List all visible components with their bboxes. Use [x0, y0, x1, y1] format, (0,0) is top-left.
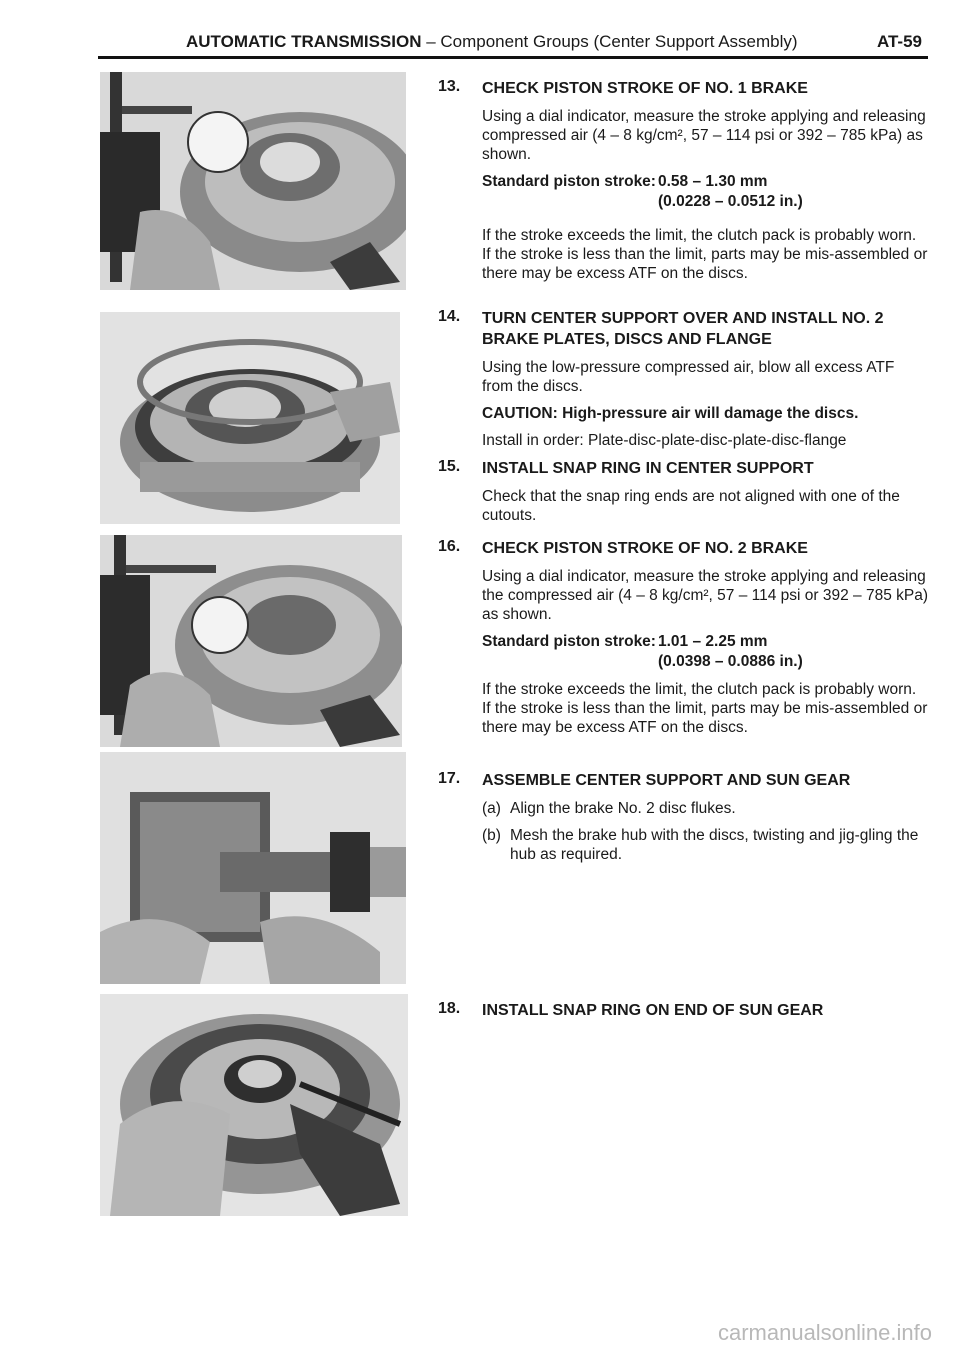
sub-step-a	[482, 799, 928, 818]
step-paragraph-2: If the stroke exceeds the limit, the clutch pack is probably worn. If the stroke is less than the limit, parts may be mis-assembled or there may be excess ATF on the discs.	[482, 227, 928, 282]
sub-step-label: (b)	[482, 827, 501, 844]
step-paragraph: Using a dial indicator, measure the stroke applying and releasing compressed air (4 – 8 kg/cm², 57 – 114 psi or 392 – 785 kPa) as shown.	[482, 108, 926, 163]
spec-label: Standard piston stroke:	[482, 173, 656, 190]
step-paragraph: Using a dial indicator, measure the stroke applying and releasing the compressed air (4 – 8 kg/cm², 57 – 114 psi or 392 – 785 kPa) as shown.	[482, 568, 929, 623]
spec-value-mm: 0.58 – 1.30 mm	[658, 173, 768, 190]
step-paragraph: Using the low-pressure compressed air, blow all excess ATF from the discs.	[482, 359, 895, 395]
photo-brake2-dial-indicator	[100, 535, 402, 747]
caution-label: CAUTION:	[482, 405, 558, 422]
photo-install-plates-discs	[100, 312, 400, 524]
header-subtitle: – Component Groups (Center Support Assembly)	[421, 32, 798, 51]
caution-text: High-pressure air will damage the discs.	[562, 405, 859, 422]
spec-value-in: (0.0228 – 0.0512 in.)	[658, 193, 803, 210]
spec-values	[658, 172, 803, 212]
step-16	[438, 538, 928, 737]
step-heading: INSTALL SNAP RING IN CENTER SUPPORT	[482, 460, 814, 477]
photo-snap-ring-illustration	[100, 994, 408, 1216]
watermark: carmanualsonline.info	[717, 1320, 932, 1345]
photo-brake1-illustration	[100, 72, 406, 290]
step-paragraph-2: If the stroke exceeds the limit, the clutch pack is probably worn. If the stroke is less than the limit, parts may be mis-assembled or there may be excess ATF on the discs.	[482, 681, 928, 736]
step-heading: CHECK PISTON STROKE OF NO. 1 BRAKE	[482, 80, 808, 97]
step-17	[438, 770, 928, 864]
step-heading: ASSEMBLE CENTER SUPPORT AND SUN GEAR	[482, 772, 851, 789]
sub-step-b	[482, 826, 928, 864]
step-number: 18.	[438, 1000, 461, 1017]
photo-center-support-sun-gear	[100, 752, 406, 984]
sub-step-text: Align the brake No. 2 disc flukes.	[510, 800, 736, 817]
page-header	[98, 30, 928, 59]
step-13	[438, 78, 928, 283]
step-number: 13.	[438, 78, 461, 95]
step-15	[438, 458, 928, 525]
caution-row	[482, 404, 928, 423]
photo-brake1-dial-indicator	[100, 72, 406, 290]
photo-snap-ring-sun-gear	[100, 994, 408, 1216]
sub-step-text: Mesh the brake hub with the discs, twisting and jig-gling the hub as required.	[510, 827, 919, 863]
step-heading: CHECK PISTON STROKE OF NO. 2 BRAKE	[482, 540, 808, 557]
step-number: 17.	[438, 770, 461, 787]
page-number: AT-59	[876, 32, 922, 51]
spec-value-in: (0.0398 – 0.0886 in.)	[658, 653, 803, 670]
step-heading: INSTALL SNAP RING ON END OF SUN GEAR	[482, 1002, 824, 1019]
step-paragraph: Check that the snap ring ends are not aligned with one of the cutouts.	[482, 488, 900, 524]
order-label: Install in order:	[482, 432, 584, 449]
step-18	[438, 1000, 928, 1021]
spec-row	[482, 632, 928, 672]
spec-value-mm: 1.01 – 2.25 mm	[658, 633, 768, 650]
order-text: Plate-disc-plate-disc-plate-disc-flange	[587, 432, 847, 449]
photo-plates-illustration	[100, 312, 400, 524]
header-title	[186, 32, 798, 52]
spec-label: Standard piston stroke:	[482, 633, 656, 650]
header-section: AUTOMATIC TRANSMISSION	[186, 32, 422, 51]
step-heading: TURN CENTER SUPPORT OVER AND INSTALL NO. 2 BRAKE PLATES, DISCS AND FLANGE	[482, 310, 884, 348]
step-14	[438, 308, 928, 450]
spec-row	[482, 172, 928, 212]
photo-brake2-illustration	[100, 535, 402, 747]
step-number: 15.	[438, 458, 461, 475]
step-number: 14.	[438, 308, 461, 325]
order-row	[482, 431, 928, 450]
photo-sun-gear-illustration	[100, 752, 406, 984]
spec-values	[658, 632, 803, 672]
sub-step-label: (a)	[482, 800, 501, 817]
step-number: 16.	[438, 538, 461, 555]
